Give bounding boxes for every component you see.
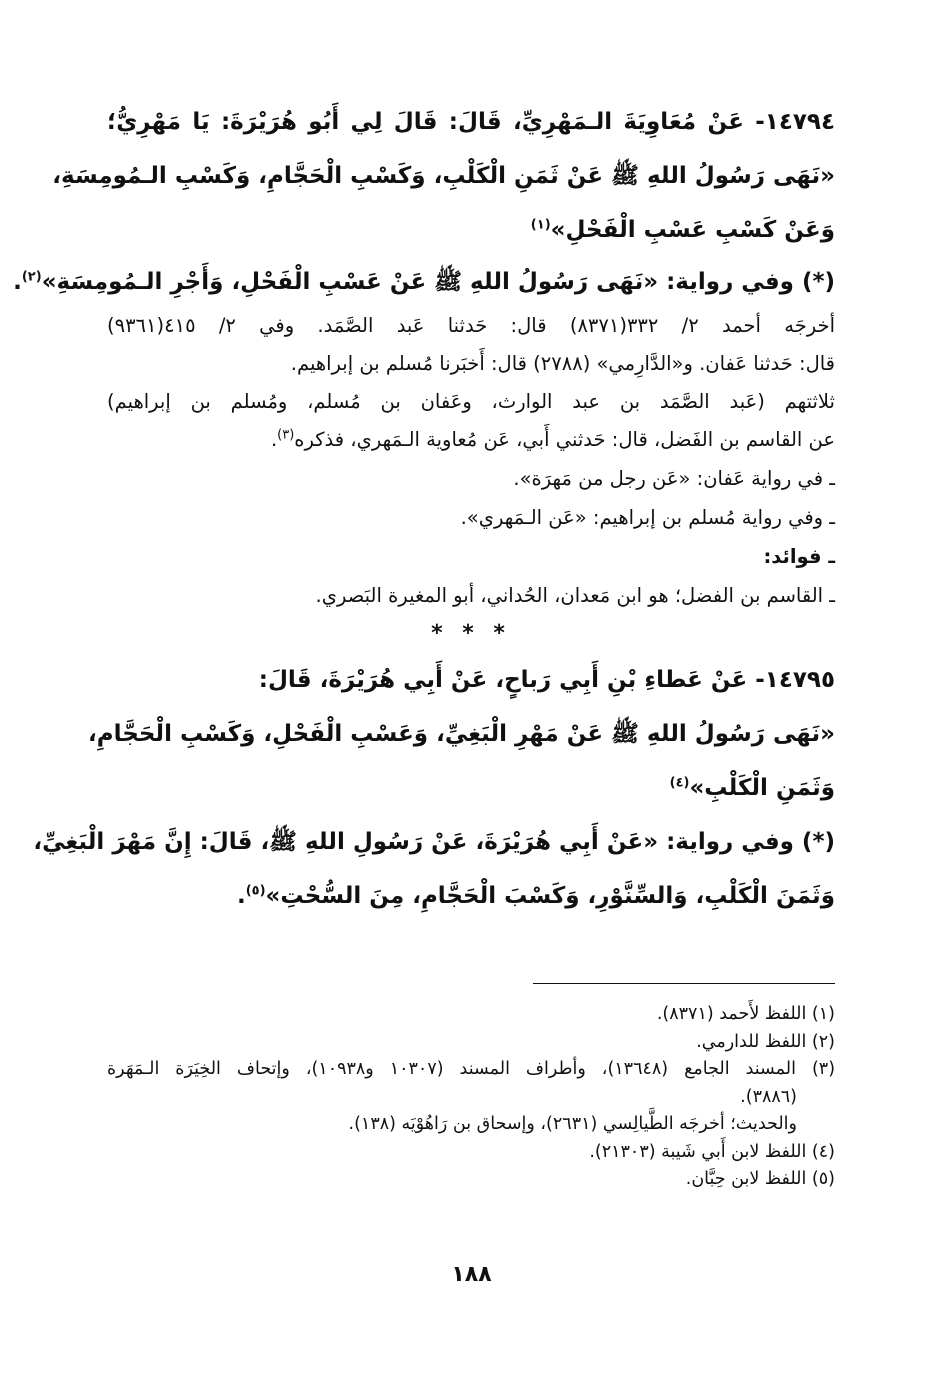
hadith-14795-variant-line-2 bbox=[107, 869, 835, 923]
footnote-text: (٤) اللفظ لابن أَبي شَيبة (٢١٣٠٣). bbox=[589, 1141, 835, 1162]
hadith-14795-variant-line-1 bbox=[33, 815, 835, 869]
riwaya-note-2 bbox=[107, 498, 835, 537]
footnote-divider bbox=[533, 983, 835, 984]
fawaid-heading bbox=[107, 537, 835, 576]
footnote-ref[interactable]: (٣) bbox=[277, 427, 295, 443]
section-separator bbox=[107, 615, 835, 653]
variant-text: (*) وفي رواية: «نَهَى رَسُولُ اللهِ ﷺ عَنْ عَسْبِ الْفَحْلِ، وَأَجْرِ الـمُومِسَةِ» bbox=[41, 269, 835, 295]
footnote-text: والحديث؛ أخرجَه الطَّيالِسي (٢٦٣١)، وإسحاق بن رَاهُوْيَه (١٣٨). bbox=[348, 1114, 797, 1134]
footnote-text: (٣٨٨٦). bbox=[740, 1086, 797, 1107]
hadith-14794-variant bbox=[13, 257, 835, 307]
takhrij-text: قال: حَدثنا عَفان. و«الدَّارِمي» (٢٧٨٨) قال: أَخبَرنا مُسلم بن إبراهيم. bbox=[290, 352, 835, 375]
riwaya-text: ـ وفي رواية مُسلم بن إبراهيم: «عَن الـمَهري». bbox=[460, 506, 835, 529]
hadith-text: وَثَمَنِ الْكَلْبِ» bbox=[689, 775, 835, 801]
footnote-3-paragraph bbox=[107, 1111, 835, 1139]
footnote-text: (١) اللفظ لأَحمد (٨٣٧١). bbox=[656, 1004, 835, 1024]
hadith-14794-line-1 bbox=[107, 95, 835, 149]
footnote-5 bbox=[107, 1166, 835, 1194]
riwaya-text: ـ في رواية عَفان: «عَن رجل من مَهرَة». bbox=[513, 467, 835, 490]
takhrij-text: عن القاسم بن الفَضل، قال: حَدثني أَبي، عَن مُعاوية الـمَهري، فذكره bbox=[294, 428, 835, 451]
hadith-text: ١٤٧٩٥- عَنْ عَطاءِ بْنِ أَبِي رَباحٍ، عَنْ أَبِي هُرَيْرَةَ، قَالَ: bbox=[258, 667, 835, 693]
hadith-14794-line-2 bbox=[52, 149, 835, 203]
punctuation: . bbox=[270, 428, 278, 451]
punctuation: . bbox=[13, 269, 22, 295]
footnote-ref[interactable]: (٢) bbox=[21, 269, 42, 285]
page-number: ١٨٨ bbox=[451, 1262, 492, 1287]
riwaya-note-1 bbox=[107, 459, 835, 498]
variant-text: وَثَمَنَ الْكَلْبِ، وَالسِّنَّوْرِ، وَكَسْبَ الْحَجَّامِ، مِنَ السُّحْتِ» bbox=[265, 883, 835, 909]
fawaid-item bbox=[107, 576, 835, 615]
hadith-text: «نَهَى رَسُولُ اللهِ ﷺ عَنْ ثَمَنِ الْكَلْبِ، وَكَسْبِ الْحَجَّامِ، وَكَسْبِ الـمُومِسَةِ، bbox=[52, 163, 835, 189]
hadith-text: ١٤٧٩٤- عَنْ مُعَاوِيَةَ الـمَهْرِيِّ، قَالَ: قَالَ لِي أَبُو هُرَيْرَةَ: يَا مَهْرِيُّ؛ bbox=[107, 109, 835, 135]
takhrij-text: أخرجَه أحمد ٢/ ٣٣٢(٨٣٧١) قال: حَدثنا عَبد الصَّمَد. وفي ٢/ ٤١٥(٩٣٦١) bbox=[107, 314, 835, 337]
hadith-14794-line-3 bbox=[107, 203, 835, 257]
heading-text: ـ فوائد: bbox=[763, 545, 835, 568]
footnote-3 bbox=[107, 1056, 835, 1084]
punctuation: . bbox=[236, 883, 246, 909]
footnote-text: (٢) اللفظ للدارمي. bbox=[696, 1031, 835, 1052]
takhrij-line-4 bbox=[107, 421, 835, 459]
footnotes bbox=[107, 1001, 835, 1194]
footnote-3-continued bbox=[107, 1084, 835, 1112]
takhrij-text: ثلاثتهم (عَبد الصَّمَد بن عبد الوارث، وعَفان بن مُسلم، ومُسلم بن إبراهيم) bbox=[107, 390, 835, 413]
hadith-text: وَعَنْ كَسْبِ عَسْبِ الْفَحْلِ» bbox=[550, 217, 835, 243]
takhrij-line-2 bbox=[107, 345, 835, 383]
footnote-2 bbox=[107, 1029, 835, 1057]
hadith-14795-line-2 bbox=[88, 707, 835, 761]
separator-stars: * * * bbox=[431, 621, 511, 646]
footnote-4 bbox=[107, 1139, 835, 1167]
variant-text: (*) وفي رواية: «عَنْ أَبِي هُرَيْرَةَ، عَنْ رَسُولِ اللهِ ﷺ، قَالَ: إِنَّ مَهْرَ الْبَغِيِّ، bbox=[33, 829, 835, 855]
takhrij-line-1 bbox=[107, 307, 835, 345]
main-text bbox=[13, 95, 835, 923]
hadith-14795-line-3 bbox=[107, 761, 835, 815]
footnote-text: (٥) اللفظ لابن حِبَّان. bbox=[685, 1169, 835, 1189]
footnote-ref[interactable]: (١) bbox=[530, 217, 551, 233]
hadith-text: «نَهَى رَسُولُ اللهِ ﷺ عَنْ مَهْرِ الْبَغِيِّ، وَعَسْبِ الْفَحْلِ، وَكَسْبِ الْحَجَّامِ، bbox=[88, 721, 835, 747]
hadith-14795-line-1 bbox=[107, 653, 835, 707]
takhrij-line-3 bbox=[107, 383, 835, 421]
fawaid-text: ـ القاسم بن الفضل؛ هو ابن مَعدان، الحُداني، أبو المغيرة البَصري. bbox=[315, 584, 835, 607]
footnote-ref[interactable]: (٤) bbox=[669, 775, 690, 791]
footnote-1 bbox=[107, 1001, 835, 1029]
footnote-ref[interactable]: (٥) bbox=[245, 883, 266, 899]
footnote-text: (٣) المسند الجامع (١٣٦٤٨)، وأطراف المسند (١٠٣٠٧ و١٠٩٣٨)، وإتحاف الخِيَرَة الـمَهَرة bbox=[107, 1059, 836, 1079]
